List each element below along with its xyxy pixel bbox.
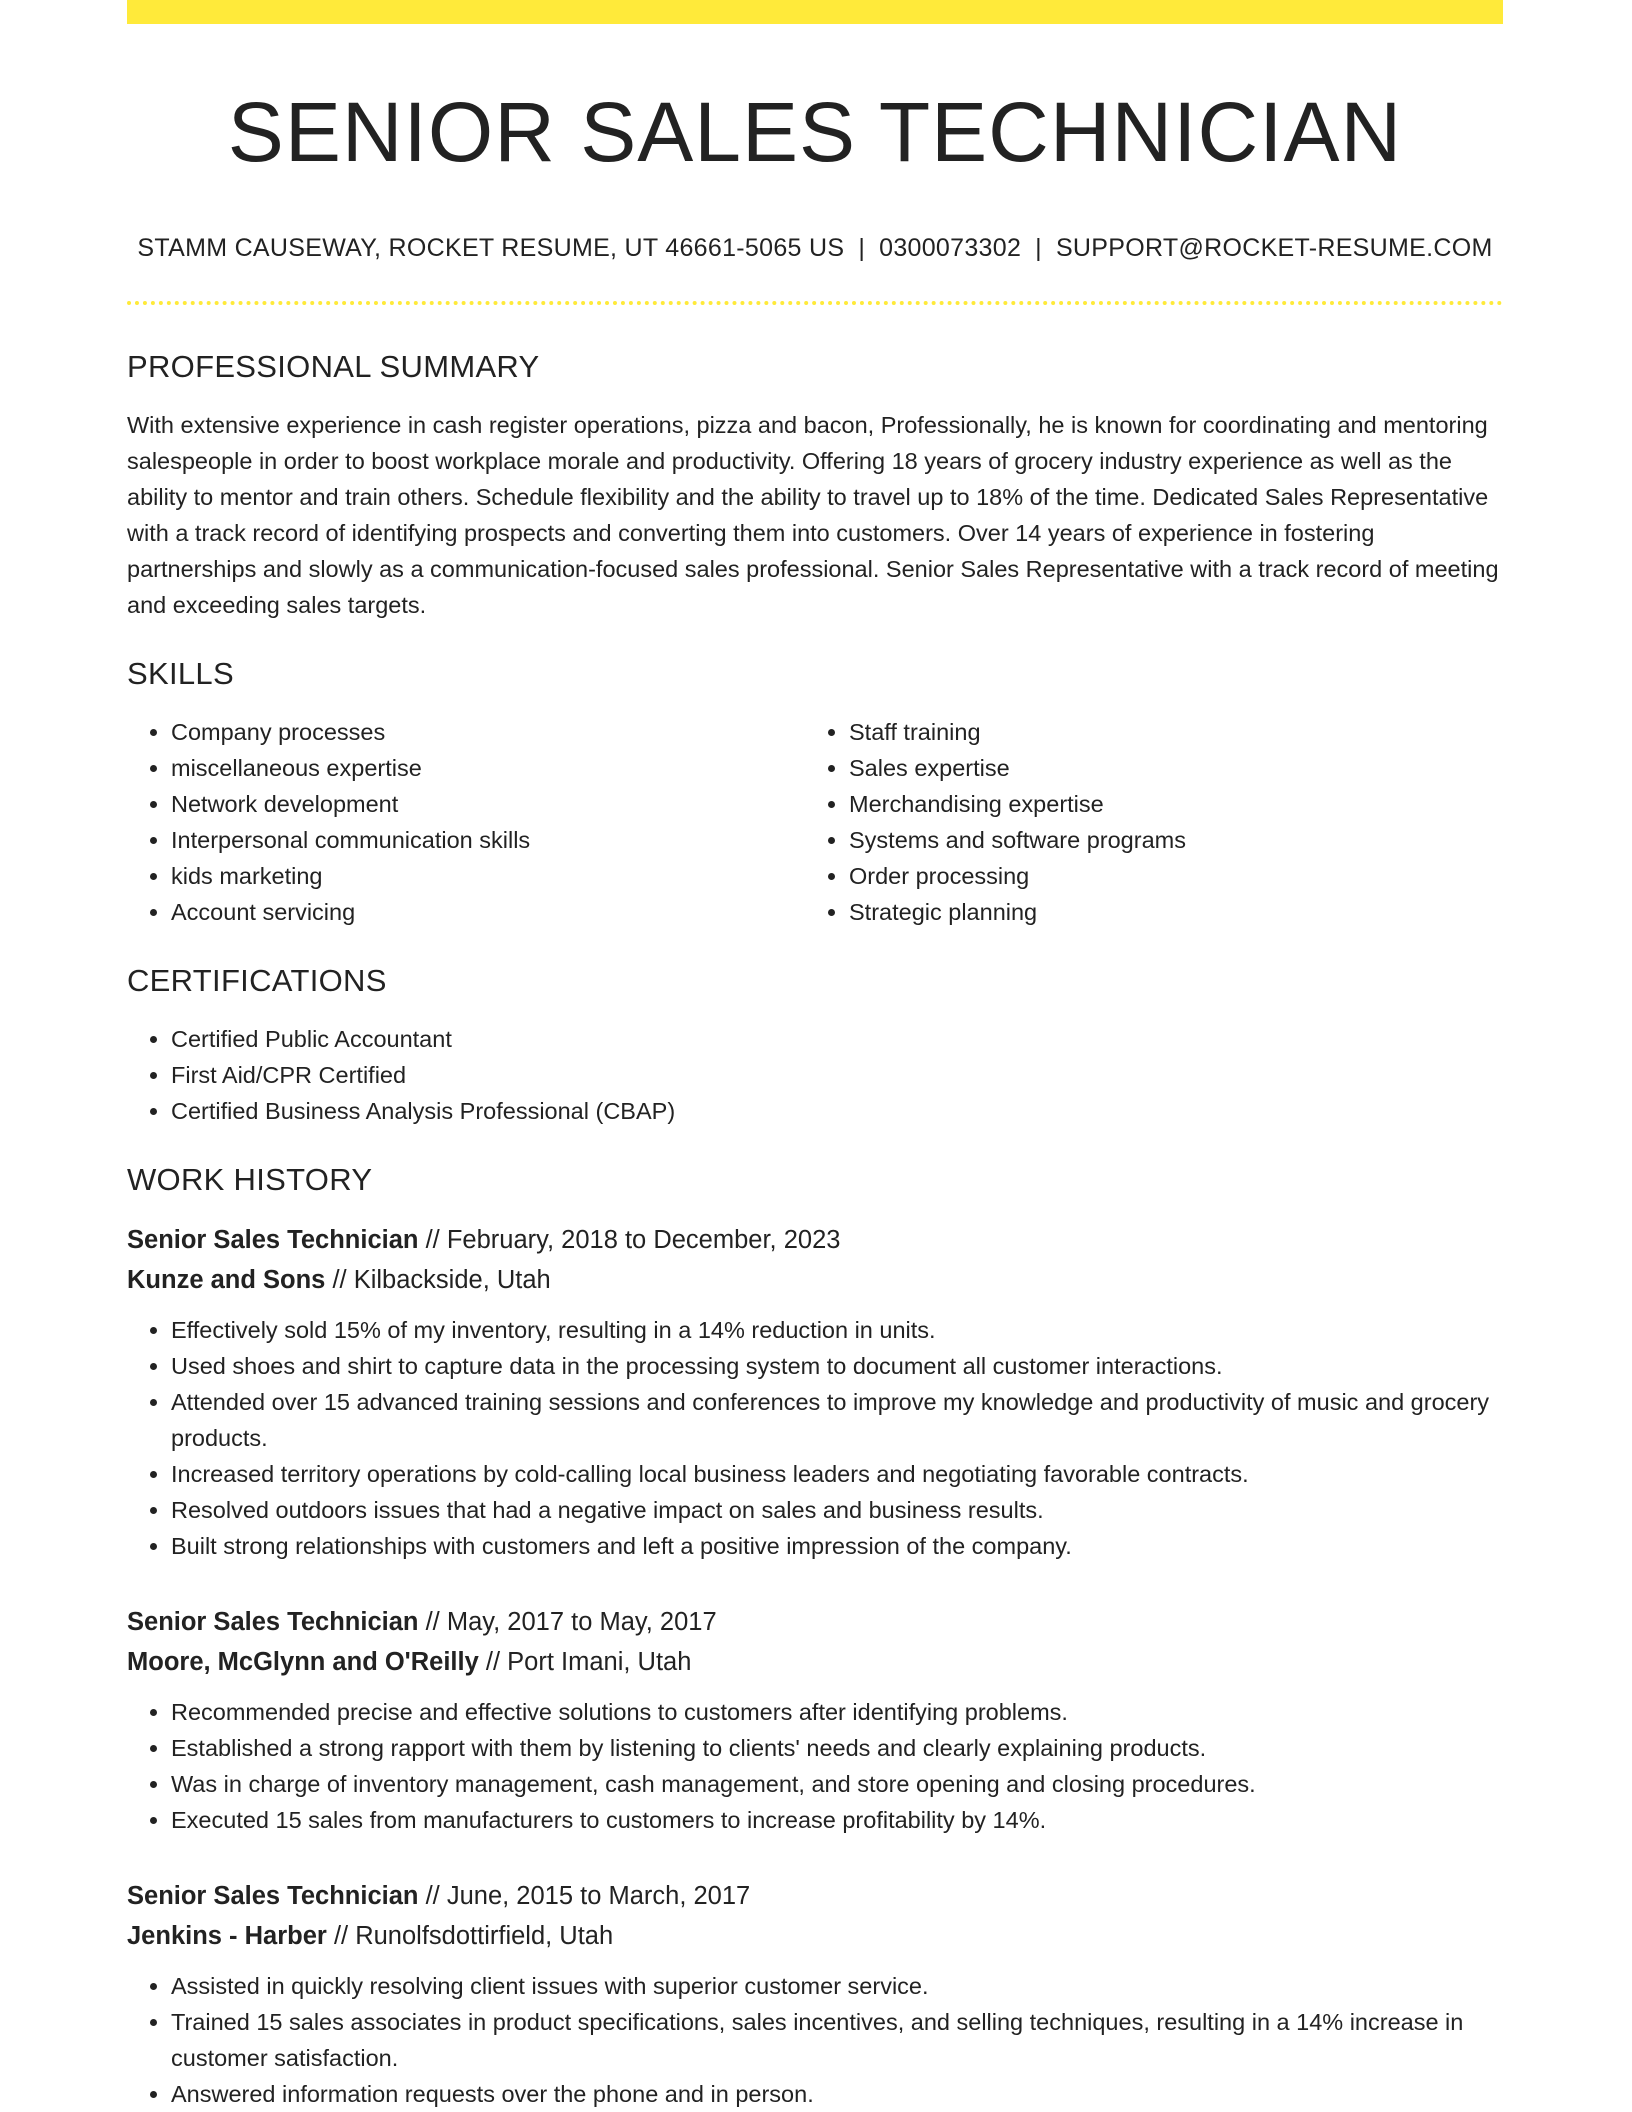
job-delimiter: //	[485, 1648, 501, 1677]
job-title-line	[127, 1220, 1503, 1260]
list-item: • Company processes	[171, 714, 805, 750]
job-role: Senior Sales Technician	[127, 1608, 419, 1637]
list-item: • Was in charge of inventory management, cash management, and store opening and closing procedures.	[171, 1766, 1503, 1802]
job-bullets	[127, 1694, 1503, 1838]
job-title-line	[127, 1602, 1503, 1642]
job-delimiter: //	[425, 1608, 440, 1637]
job-role: Senior Sales Technician	[127, 1226, 419, 1255]
list-item: • Systems and software programs	[849, 822, 1483, 858]
list-item: • miscellaneous expertise	[171, 750, 805, 786]
list-item: • Certified Business Analysis Professional (CBAP)	[171, 1093, 1503, 1129]
resume-page	[127, 0, 1503, 2112]
certifications-list	[127, 1021, 1503, 1129]
list-item: • Assisted in quickly resolving client issues with superior customer service.	[171, 1968, 1503, 2004]
list-item: • Account servicing	[171, 894, 805, 930]
list-item: • Increased territory operations by cold-calling local business leaders and negotiating favorable contracts.	[171, 1456, 1503, 1492]
job-delimiter: //	[333, 1922, 349, 1951]
list-item: • First Aid/CPR Certified	[171, 1057, 1503, 1093]
job-company-line	[127, 1642, 1503, 1682]
job-company: Kunze and Sons	[127, 1266, 326, 1295]
list-item: • Resolved outdoors issues that had a negative impact on sales and business results.	[171, 1492, 1503, 1528]
job-company: Moore, McGlynn and O'Reilly	[127, 1648, 479, 1677]
contact-phone: 0300073302	[879, 234, 1022, 263]
list-item: • Executed 15 sales from manufacturers to customers to increase profitability by 14%.	[171, 1802, 1503, 1838]
list-item: • Network development	[171, 786, 805, 822]
resume-name: SENIOR SALES TECHNICIAN	[227, 85, 1403, 179]
list-item: • Attended over 15 advanced training sessions and conferences to improve my knowledge and productivity of music and grocery products.	[171, 1384, 1503, 1456]
list-item: • Strategic planning	[849, 894, 1483, 930]
list-item: • Built strong relationships with customers and left a positive impression of the company.	[171, 1528, 1503, 1564]
certifications-heading: CERTIFICATIONS	[127, 963, 387, 999]
list-item: • Trained 15 sales associates in product specifications, sales incentives, and selling techniques, resulting in a 14% increase in customer satisfaction.	[171, 2004, 1503, 2076]
top-accent-bar	[127, 0, 1503, 24]
work-history-heading: WORK HISTORY	[127, 1162, 373, 1198]
job-location: Kilbackside, Utah	[353, 1266, 551, 1295]
skills-list-left	[127, 714, 805, 930]
contact-separator: |	[1035, 234, 1042, 263]
job-delimiter: //	[425, 1882, 440, 1911]
list-item: • Used shoes and shirt to capture data in the processing system to document all customer interactions.	[171, 1348, 1503, 1384]
list-item: • Sales expertise	[849, 750, 1483, 786]
job-location: Port Imani, Utah	[507, 1648, 692, 1677]
skills-columns	[127, 714, 1503, 930]
contact-email: SUPPORT@ROCKET-RESUME.COM	[1055, 234, 1493, 263]
job-delimiter: //	[425, 1226, 440, 1255]
job-company-line	[127, 1916, 1503, 1956]
job-bullets	[127, 1312, 1503, 1564]
skills-list-right	[805, 714, 1483, 930]
list-item: • Effectively sold 15% of my inventory, resulting in a 14% reduction in units.	[171, 1312, 1503, 1348]
job-company: Jenkins - Harber	[127, 1922, 327, 1951]
summary-heading: PROFESSIONAL SUMMARY	[127, 349, 540, 385]
list-item: • Established a strong rapport with them by listening to clients' needs and clearly explaining products.	[171, 1730, 1503, 1766]
summary-text: With extensive experience in cash register operations, pizza and bacon, Professionally, he is known for coordinating and mentoring salespeople in order to boost workplace morale and productivity. Offering 18 years of grocery industry experience as well as the ability to mentor and train others. Schedule flexibility and the ability to travel up to 18% of the time. Dedicated Sales Representative with a track record of identifying prospects and converting them into customers. Over 14 years of experience in fostering partnerships and slowly as a communication-focused sales professional. Senior Sales Representative with a track record of meeting and exceeding sales targets.	[127, 412, 1499, 619]
list-item: • Staff training	[849, 714, 1483, 750]
job-delimiter: //	[332, 1266, 347, 1295]
job-role: Senior Sales Technician	[127, 1882, 419, 1911]
contact-line	[127, 234, 1503, 263]
list-item: • Certified Public Accountant	[171, 1021, 1503, 1057]
header-divider	[127, 301, 1503, 305]
list-item: • Order processing	[849, 858, 1483, 894]
list-item: • Answered information requests over the phone and in person.	[171, 2076, 1503, 2112]
job-bullets	[127, 1968, 1503, 2112]
contact-separator: |	[858, 234, 866, 263]
skills-heading: SKILLS	[127, 656, 234, 692]
job-location: Runolfsdottirfield, Utah	[355, 1922, 614, 1951]
list-item: • Interpersonal communication skills	[171, 822, 805, 858]
contact-address: STAMM CAUSEWAY, ROCKET RESUME, UT 46661-5065 US	[137, 234, 845, 263]
job-dates: June, 2015 to March, 2017	[446, 1882, 751, 1911]
list-item: • Recommended precise and effective solutions to customers after identifying problems.	[171, 1694, 1503, 1730]
job-dates: February, 2018 to December, 2023	[446, 1226, 841, 1255]
list-item: • kids marketing	[171, 858, 805, 894]
job-dates: May, 2017 to May, 2017	[446, 1608, 717, 1637]
job-company-line	[127, 1260, 1503, 1300]
job-title-line	[127, 1876, 1503, 1916]
list-item: • Merchandising expertise	[849, 786, 1483, 822]
